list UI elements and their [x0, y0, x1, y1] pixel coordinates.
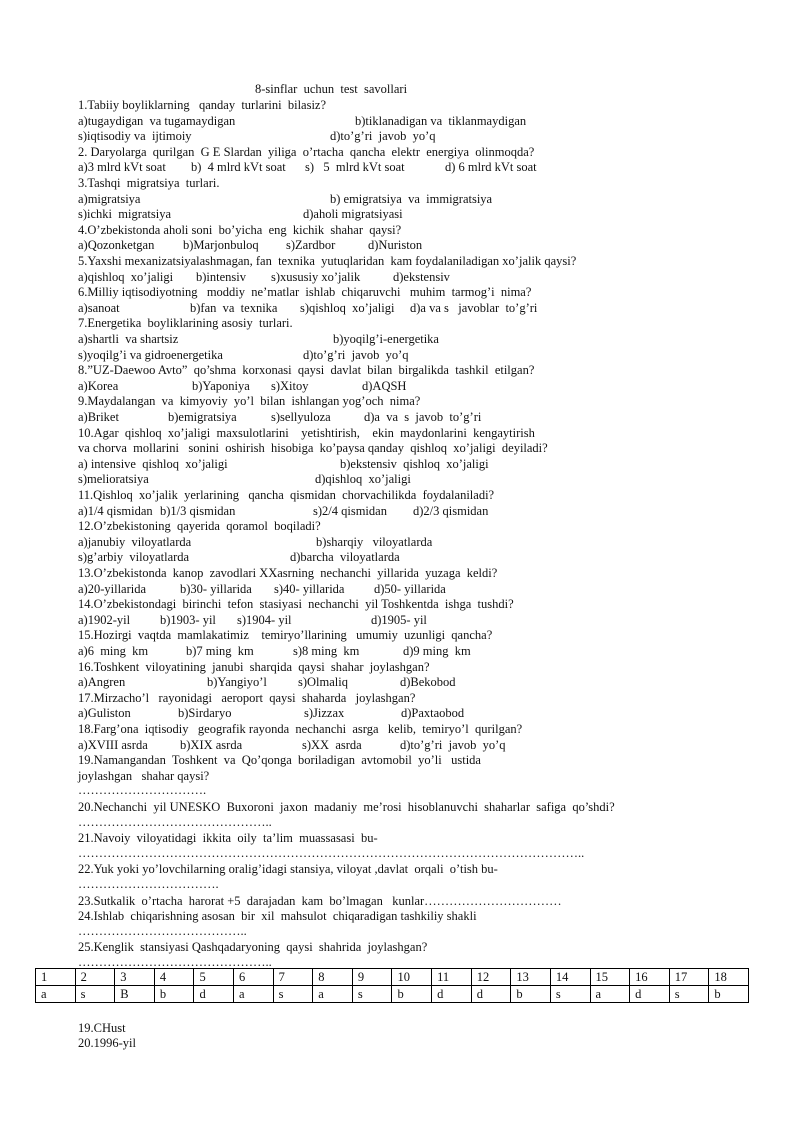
answer-note-19: 19.CHust	[78, 1021, 126, 1035]
answer-key-answer-8: a	[313, 986, 353, 1003]
question-12-option-d: d)barcha viloyatlarda	[290, 550, 400, 565]
question-15-option-d: d)9 ming km	[403, 644, 471, 658]
question-22-answer-blank: …………………………….	[78, 877, 219, 891]
question-3-option-s: s)ichki migratsiya	[78, 207, 172, 222]
question-1-text: 1.Tabiiy boyliklarning qanday turlarini bilasiz?	[78, 98, 327, 112]
question-14-option-a: a)1902-yil	[78, 612, 131, 627]
answer-key-answer-14: s	[550, 986, 590, 1003]
question-5-option-d: d)ekstensiv	[393, 269, 450, 284]
question-3-option-a: a)migratsiya	[78, 191, 141, 206]
question-18-text: 18.Farg’ona iqtisodiy geografik rayonda nechanchi asrga kelib, temiryo’l qurilgan?	[78, 722, 523, 736]
answer-key-number-5: 5	[194, 969, 234, 986]
question-18-option-s: s)XX asrda	[302, 737, 362, 752]
question-2-option-s: s) 5 mlrd kVt soat	[305, 160, 405, 175]
question-17-option-s: s)Jizzax	[304, 706, 345, 721]
question-18-option-b: b)XIX asrda	[180, 737, 243, 752]
question-2-option-b: b) 4 mlrd kVt soat	[191, 160, 286, 175]
answer-key-number-17: 17	[669, 969, 709, 986]
question-1-option-b: b)tiklanadigan va tiklanmaydigan	[355, 113, 527, 128]
answer-key-answer-9: s	[352, 986, 392, 1003]
question-17-option-d: d)Paxtaobod	[401, 706, 465, 721]
question-9-text: 9.Maydalangan va kimyoviy yo’l bilan ishlangan yog’och nima?	[78, 394, 421, 409]
answer-key-answer-7: s	[273, 986, 313, 1003]
question-4-option-a: a)Qozonketgan	[78, 238, 155, 253]
question-10-option-a: a) intensive qishloq xo’jaligi	[78, 456, 228, 471]
question-7-text: 7.Energetika boyliklarining asosiy turlari.	[78, 316, 293, 331]
question-8-text: 8.”UZ-Daewoo Avto” qo’shma korxonasi qaysi davlat bilan birgalikda tashkil etilgan?	[78, 363, 535, 378]
question-10-option-b: b)ekstensiv qishloq xo’jaligi	[340, 456, 489, 471]
question-24-answer-blank: …………………………………..	[78, 923, 247, 938]
question-10-option-s: s)melioratsiya	[78, 472, 149, 487]
answer-key-number-15: 15	[590, 969, 630, 986]
answer-key-number-11: 11	[432, 969, 472, 986]
question-11-option-b: b)1/3 qismidan	[160, 503, 236, 518]
question-11-text: 11.Qishloq xo’jalik yerlarining qancha qismidan chorvachilikda foydalaniladi?	[78, 488, 495, 502]
answer-key-answers-row	[36, 986, 749, 1003]
answer-key-number-12: 12	[471, 969, 511, 986]
question-16-option-a: a)Angren	[78, 675, 126, 690]
question-7-option-s: s)yoqilg’i va gidroenergetika	[78, 347, 223, 362]
question-13-text: 13.O’zbekistonda kanop zavodlari XXasrning nechanchi yillarida yuzaga keldi?	[78, 566, 498, 580]
answer-key-number-4: 4	[154, 969, 194, 986]
question-18-option-a: a)XVIII asrda	[78, 737, 148, 752]
question-13-option-d: d)50- yillarida	[374, 581, 446, 596]
question-4-text: 4.O’zbekistonda aholi soni bo’yicha eng kichik shahar qaysi?	[78, 222, 402, 237]
question-12-option-a: a)janubiy viloyatlarda	[78, 534, 192, 549]
question-19-text-cont: joylashgan shahar qaysi?	[78, 768, 210, 783]
question-16-text: 16.Toshkent viloyatining janubi sharqida qaysi shahar joylashgan?	[78, 659, 430, 674]
question-19-answer-blank: ………………………….	[78, 783, 207, 798]
question-13-option-a: a)20-yillarida	[78, 581, 147, 596]
answer-key-answer-17: s	[669, 986, 709, 1003]
answer-key-answer-5: d	[194, 986, 234, 1003]
question-8-option-b: b)Yaponiya	[192, 378, 250, 393]
answer-key-number-1: 1	[36, 969, 76, 986]
question-2-text: 2. Daryolarga qurilgan G E Slardan yiliga o’rtacha qancha elektr energiya olinmoqda?	[78, 144, 535, 159]
question-10-text: 10.Agar qishloq xo’jaligi maxsulotlarini yetishtirish, ekin maydonlarini kengaytirish	[78, 425, 535, 440]
question-10-text-cont: va chorva mollarini sonini oshirish hisobiga ko’paysa qanday qishloq xo’jaligi deyiladi?	[78, 441, 548, 456]
question-13-option-s: s)40- yillarida	[274, 581, 345, 596]
answer-key-number-10: 10	[392, 969, 432, 986]
question-18-option-d: d)to’g’ri javob yo’q	[400, 737, 506, 752]
answer-key-number-18: 18	[709, 969, 749, 986]
question-3-option-d: d)aholi migratsiyasi	[303, 207, 403, 222]
question-7-option-b: b)yoqilg’i-energetika	[333, 332, 439, 346]
question-2-option-a: a)3 mlrd kVt soat	[78, 160, 166, 175]
question-9-option-d: d)a va s javob to’g’ri	[364, 410, 482, 424]
question-9-option-b: b)emigratsiya	[168, 410, 237, 424]
answer-key-answer-16: d	[630, 986, 670, 1003]
question-6-text: 6.Milliy iqtisodiyotning moddiy ne’matlar ishlab chiqaruvchi muhim tarmog’i nima?	[78, 285, 532, 300]
answer-key-number-2: 2	[75, 969, 115, 986]
question-14-text: 14.O’zbekistondagi birinchi tefon stasiyasi nechanchi yil Toshkentda ishga tushdi?	[78, 597, 514, 612]
question-4-option-b: b)Marjonbuloq	[183, 238, 259, 253]
question-21-text: 21.Navoiy viloyatidagi ikkita oily ta’lim muassasasi bu-	[78, 831, 378, 846]
question-8-option-a: a)Korea	[78, 378, 119, 393]
question-3-option-b: b) emigratsiya va immigratsiya	[330, 191, 493, 206]
answer-note-20: 20.1996-yil	[78, 1036, 136, 1050]
page-title: 8-sinflar uchun test savollari	[255, 82, 408, 96]
question-23-text: 23.Sutkalik o’rtacha harorat +5 darajadan kam bo’lmagan kunlar……………………………	[78, 893, 562, 908]
question-22-text: 22.Yuk yoki yo’lovchilarning oralig’idagi stansiya, viloyat ,davlat orqali o’tish bu-	[78, 862, 498, 877]
question-20-answer-blank: ………………………………………..	[78, 814, 272, 829]
question-20-text: 20.Nechanchi yil UNESKO Buxoroni jaxon madaniy me’rosi hisoblanuvchi shaharlar safiga qo’shdi?	[78, 800, 615, 814]
question-4-option-d: d)Nuriston	[368, 238, 423, 253]
question-21-answer-blank: …………………………………………………………………………………………………………..	[78, 845, 585, 860]
answer-key-number-14: 14	[550, 969, 590, 986]
question-15-text: 15.Hozirgi vaqtda mamlakatimiz temiryo’llarining umumiy uzunligi qancha?	[78, 628, 493, 643]
question-5-option-s: s)xususiy xo’jalik	[271, 269, 361, 284]
question-3-text: 3.Tashqi migratsiya turlari.	[78, 176, 220, 190]
question-16-option-s: s)Olmaliq	[298, 675, 348, 690]
question-17-option-b: b)Sirdaryo	[178, 706, 232, 721]
question-10-option-d: d)qishloq xo’jaligi	[315, 472, 411, 487]
question-14-option-s: s)1904- yil	[237, 612, 292, 627]
answer-key-answer-4: b	[154, 986, 194, 1003]
question-6-option-a: a)sanoat	[78, 300, 120, 315]
question-5-option-a: a)qishloq xo’jaligi	[78, 269, 174, 284]
question-14-option-d: d)1905- yil	[371, 612, 427, 627]
answer-key-number-16: 16	[630, 969, 670, 986]
question-4-option-s: s)Zardbor	[286, 238, 336, 253]
question-1-option-a: a)tugaydigan va tugamaydigan	[78, 113, 236, 128]
answer-key-answer-11: d	[432, 986, 472, 1003]
answer-key-number-8: 8	[313, 969, 353, 986]
question-12-option-s: s)g’arbiy viloyatlarda	[78, 550, 190, 565]
answer-key-number-13: 13	[511, 969, 551, 986]
question-11-option-a: a)1/4 qismidan	[78, 503, 153, 518]
question-16-option-b: b)Yangiyo’l	[207, 675, 267, 690]
answer-key-answer-2: s	[75, 986, 115, 1003]
question-15-option-s: s)8 ming km	[293, 644, 360, 658]
question-14-option-b: b)1903- yil	[160, 612, 216, 627]
question-2-option-d: d) 6 mlrd kVt soat	[445, 160, 537, 175]
answer-key-answer-13: b	[511, 986, 551, 1003]
answer-key-number-9: 9	[352, 969, 392, 986]
answer-key-table	[35, 968, 749, 1003]
answer-key-answer-10: b	[392, 986, 432, 1003]
answer-key-answer-6: a	[234, 986, 274, 1003]
question-15-option-b: b)7 ming km	[186, 644, 254, 658]
question-24-text: 24.Ishlab chiqarishning asosan bir xil mahsulot chiqaradigan tashkiliy shakli	[78, 909, 477, 924]
question-17-text: 17.Mirzacho’l rayonidagi aeroport qaysi shaharda joylashgan?	[78, 690, 416, 705]
question-7-option-d: d)to’g’ri javob yo’q	[303, 347, 409, 362]
question-12-option-b: b)sharqiy viloyatlarda	[316, 534, 433, 549]
question-15-option-a: a)6 ming km	[78, 644, 149, 658]
question-8-option-s: s)Xitoy	[271, 378, 309, 393]
question-11-option-d: d)2/3 qismidan	[413, 503, 489, 518]
question-6-option-s: s)qishloq xo’jaligi	[300, 300, 395, 315]
question-6-option-b: b)fan va texnika	[190, 300, 278, 315]
question-17-option-a: a)Guliston	[78, 706, 131, 721]
answer-key-number-7: 7	[273, 969, 313, 986]
answer-key-answer-1: a	[36, 986, 76, 1003]
answer-key-answer-15: a	[590, 986, 630, 1003]
question-13-option-b: b)30- yillarida	[180, 581, 252, 596]
question-16-option-d: d)Bekobod	[400, 675, 456, 690]
question-5-text: 5.Yaxshi mexanizatsiyalashmagan, fan texnika yutuqlaridan kam foydalaniladigan xo’jalik qaysi?	[78, 254, 577, 268]
answer-key-answer-18: b	[709, 986, 749, 1003]
question-9-option-s: s)sellyuloza	[271, 410, 331, 424]
question-25-answer-blank: ………………………………………..	[78, 955, 272, 969]
answer-key-numbers-row	[36, 969, 749, 986]
answer-key-number-3: 3	[115, 969, 155, 986]
question-8-option-d: d)AQSH	[362, 378, 407, 393]
question-1-option-s: s)iqtisodiy va ijtimoiy	[78, 129, 192, 144]
question-6-option-d: d)a va s javoblar to’g’ri	[410, 300, 538, 315]
answer-key-answer-3: B	[115, 986, 155, 1003]
question-11-option-s: s)2/4 qismidan	[313, 503, 387, 518]
question-25-text: 25.Kenglik stansiyasi Qashqadaryoning qaysi shahrida joylashgan?	[78, 940, 428, 955]
question-19-text: 19.Namangandan Toshkent va Qo’qonga boriladigan avtomobil yo’li ustida	[78, 753, 481, 768]
question-9-option-a: a)Briket	[78, 410, 119, 424]
question-7-option-a: a)shartli va shartsiz	[78, 332, 179, 346]
question-5-option-b: b)intensiv	[196, 269, 246, 284]
answer-key-number-6: 6	[234, 969, 274, 986]
question-1-option-d: d)to’g’ri javob yo’q	[330, 129, 436, 144]
answer-key-answer-12: d	[471, 986, 511, 1003]
question-12-text: 12.O’zbekistoning qayerida qoramol boqiladi?	[78, 519, 321, 534]
